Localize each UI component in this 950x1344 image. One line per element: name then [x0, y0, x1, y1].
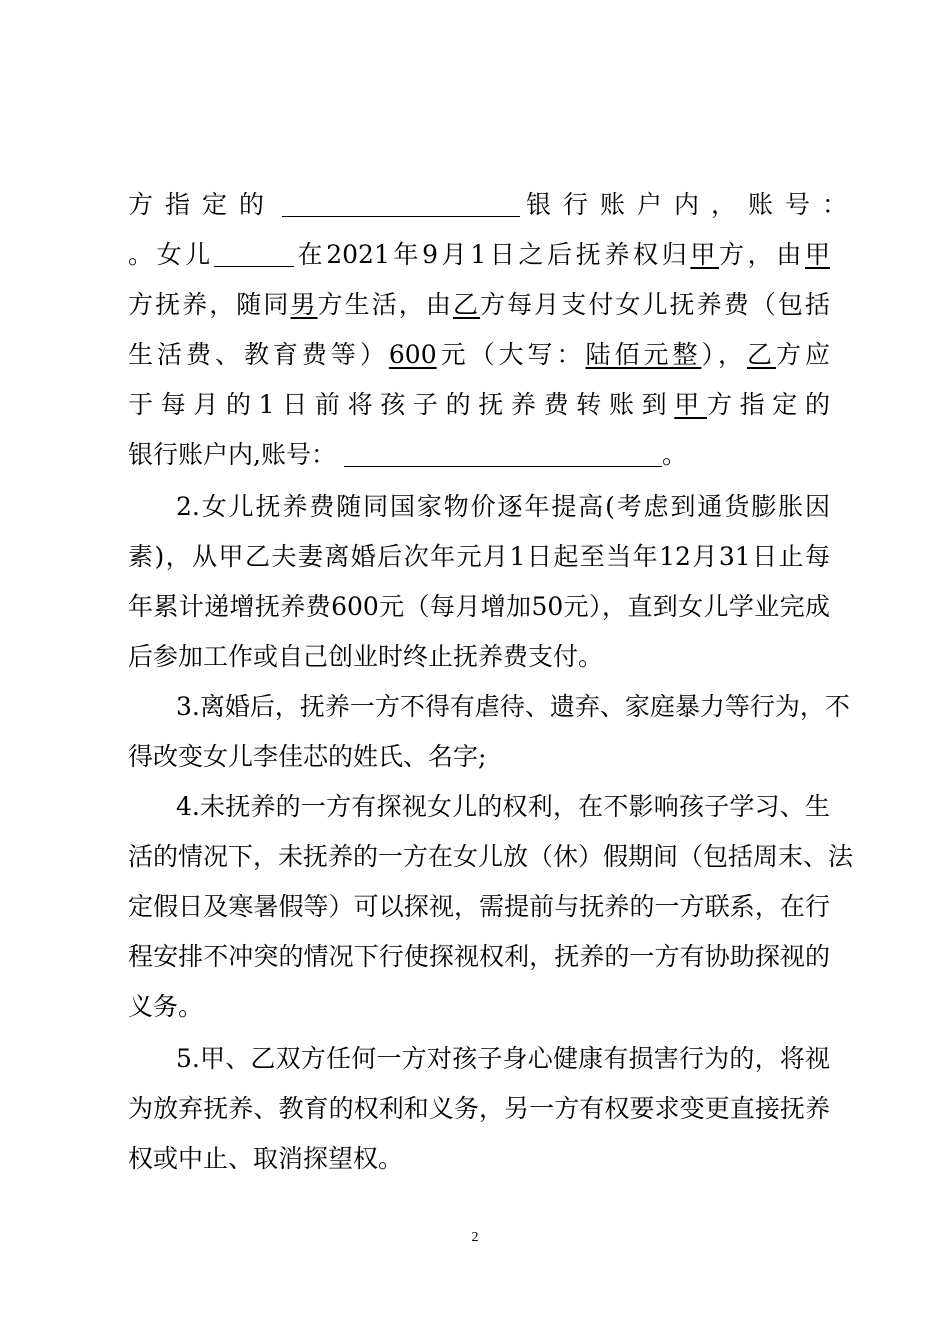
text-fragment: 方指定的 — [706, 390, 830, 419]
filled-custody-party: 甲 — [690, 240, 720, 269]
page-number: 2 — [471, 1230, 479, 1245]
clause1-line1 — [128, 188, 860, 222]
clause3-line: 得改变女儿李佳芯的姓氏、名字; — [128, 742, 487, 771]
filled-amount-in-words: 陆佰元整 — [585, 340, 702, 369]
clause2-line: 素)，从甲乙夫妻离婚后次年元月1日起至当年12月31日止每 — [128, 542, 830, 571]
clause5-line: 为放弃抚养、教育的权利和义务，另一方有权要求变更直接抚养 — [128, 1094, 830, 1123]
blank-bank-name — [282, 190, 520, 217]
text-fragment: 生活费、教育费等） — [128, 340, 389, 369]
blank-account-number — [344, 440, 662, 467]
text-fragment: 方指定的 — [128, 190, 277, 219]
clause4-line: 程安排不冲突的情况下行使探视权利，抚养的一方有协助探视的 — [128, 942, 830, 971]
text-fragment: 方，由 — [719, 240, 805, 269]
clause1-line2 — [128, 238, 830, 272]
filled-payer: 乙 — [746, 340, 776, 369]
blank-daughter-name — [214, 240, 294, 267]
text-fragment: 方每月支付女儿抚养费（包括 — [480, 290, 830, 319]
text-fragment: 于每月的1日前将孩子的抚养费转账到 — [128, 390, 675, 419]
text-fragment: 。女儿 — [128, 240, 214, 269]
clause1-line3 — [128, 288, 830, 322]
text-fragment: 。 — [661, 440, 687, 469]
clause4-line: 义务。 — [128, 992, 204, 1021]
filled-gender: 男 — [290, 290, 318, 319]
text-fragment: 方抚养，随同 — [128, 290, 291, 319]
text-fragment: 元（大写： — [436, 340, 586, 369]
clause1-line6 — [128, 438, 830, 472]
clause2-line: 年累计递增抚养费600元（每月增加50元），直到女儿学业完成 — [128, 592, 830, 621]
clause5-line: 5.甲、乙双方任何一方对孩子身心健康有损害行为的，将视 — [176, 1044, 830, 1073]
text-fragment: 银行账户内,账号： — [128, 440, 336, 469]
clause3-line: 3.离婚后，抚养一方不得有虐待、遗弃、家庭暴力等行为，不 — [176, 692, 850, 721]
clause1-line4 — [128, 338, 830, 372]
text-fragment: 方应 — [775, 340, 830, 369]
clause1-line5 — [128, 388, 830, 422]
clause4-line: 定假日及寒暑假等）可以探视，需提前与抚养的一方联系，在行 — [128, 892, 830, 921]
filled-paying-party: 乙 — [452, 290, 481, 319]
text-fragment: 在2021年9月1日之后抚养权归 — [293, 240, 691, 269]
clause5-line: 权或中止、取消探望权。 — [128, 1144, 404, 1173]
text-fragment: ）， — [701, 340, 747, 369]
clause2-line: 2.女儿抚养费随同国家物价逐年提高(考虑到通货膨胀因 — [176, 492, 830, 521]
clause4-line: 4.未抚养的一方有探视女儿的权利，在不影响孩子学习、生 — [176, 792, 830, 821]
clause2-line: 后参加工作或自己创业时终止抚养费支付。 — [128, 642, 604, 671]
clause4-line: 活的情况下，未抚养的一方在女儿放（休）假期间（包括周末、法 — [128, 842, 854, 871]
filled-recipient-party: 甲 — [674, 390, 707, 419]
text-fragment: 银行账户内，账号： — [526, 190, 860, 219]
filled-amount: 600 — [388, 340, 437, 369]
filled-raising-party: 甲 — [804, 240, 830, 269]
text-fragment: 方生活，由 — [317, 290, 453, 319]
